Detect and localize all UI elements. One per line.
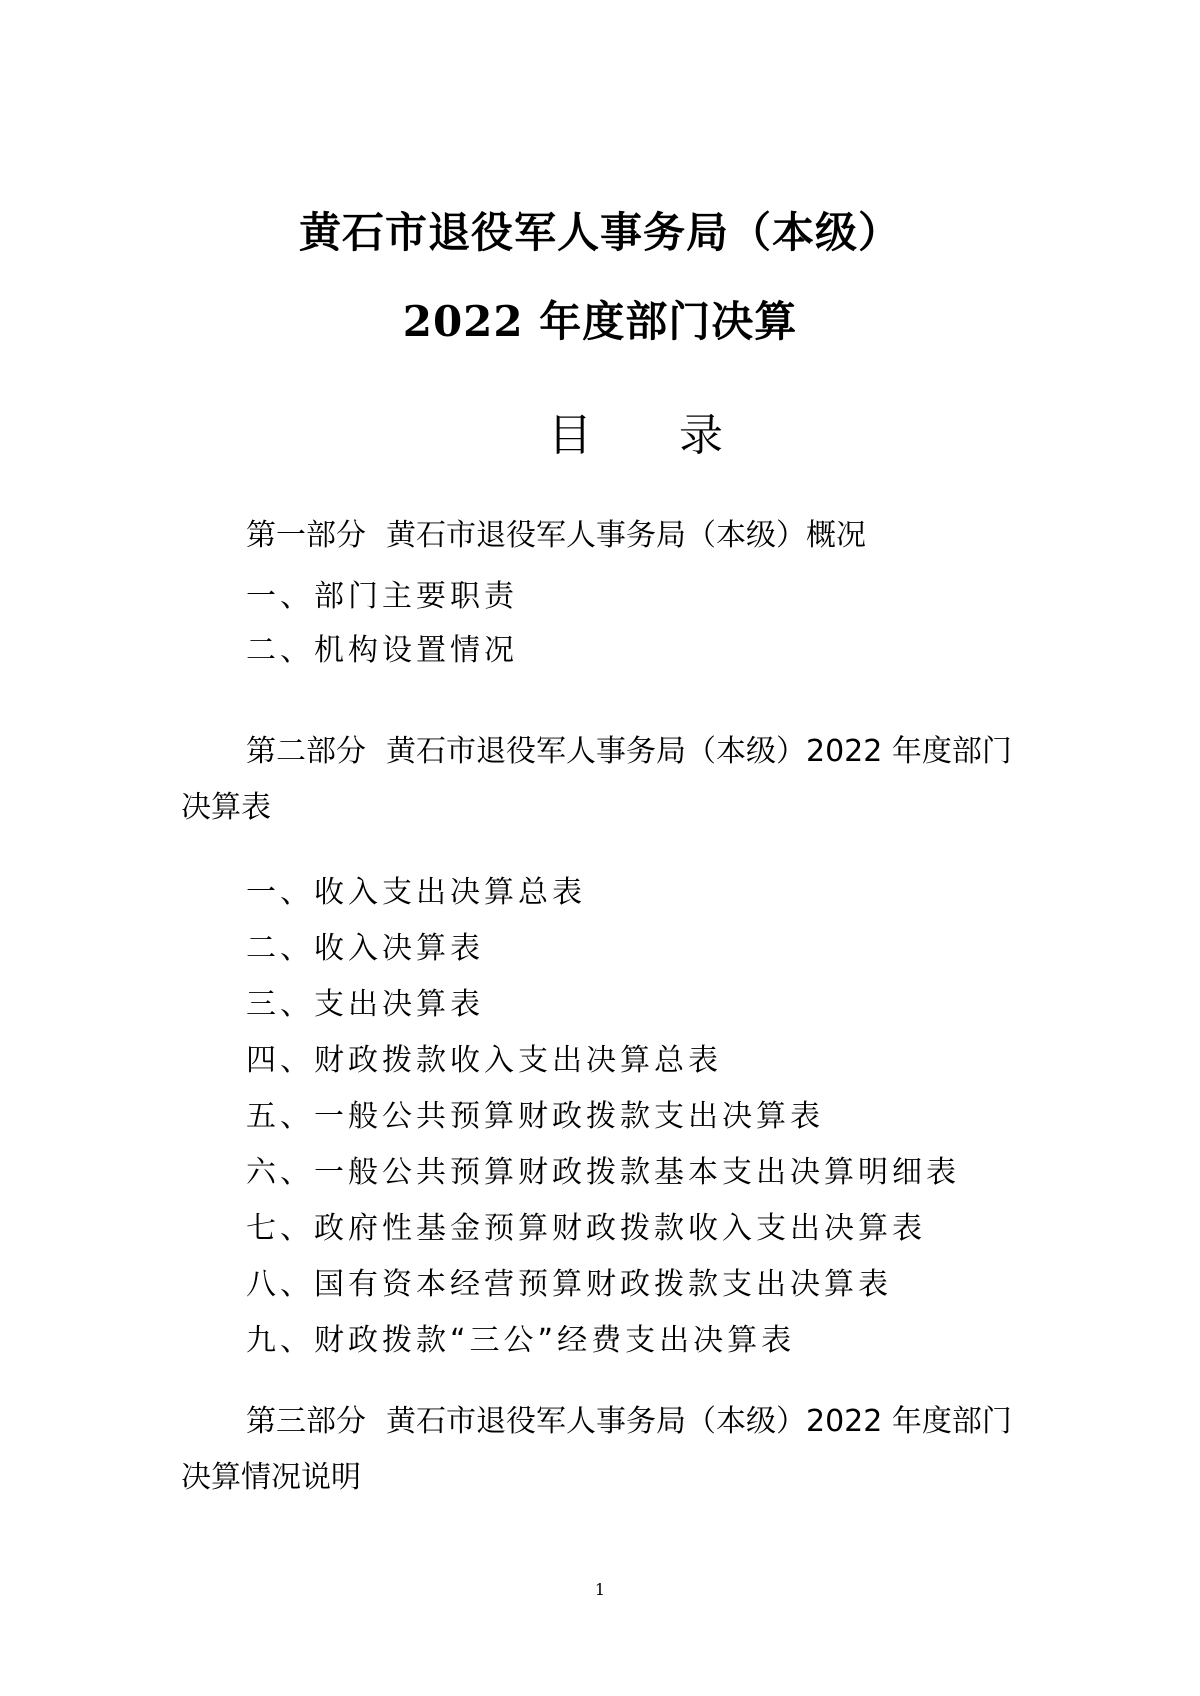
part-3-title: 黄石市退役军人事务局（本级）2022 年度部门决算情况说明: [181, 1404, 1012, 1495]
toc-heading-char-2: 录: [679, 410, 723, 461]
part-1-label: 第一部分: [246, 518, 366, 553]
toc-item-part2-6[interactable]: 六、一般公共预算财政拨款基本支出决算明细表: [246, 1155, 960, 1190]
part-2-title: 黄石市退役军人事务局（本级）2022 年度部门决算表: [181, 734, 1012, 825]
toc-item-part2-8[interactable]: 八、国有资本经营预算财政拨款支出决算表: [246, 1267, 892, 1302]
toc-item-part2-9[interactable]: 九、财政拨款“三公”经费支出决算表: [246, 1323, 796, 1358]
toc-item-part2-3[interactable]: 三、支出决算表: [246, 987, 484, 1022]
part-3-label: 第三部分: [246, 1404, 366, 1439]
toc-part-2[interactable]: [181, 724, 1031, 836]
document-title-line-1: 黄石市退役军人事务局（本级）: [298, 208, 901, 257]
toc-item-part2-7[interactable]: 七、政府性基金预算财政拨款收入支出决算表: [246, 1211, 926, 1246]
toc-item-part2-2[interactable]: 二、收入决算表: [246, 931, 484, 966]
toc-item-part1-1[interactable]: 一、部门主要职责: [246, 579, 518, 614]
toc-part-3[interactable]: [181, 1394, 1031, 1506]
toc-part-1[interactable]: [181, 508, 1031, 564]
toc-item-part2-4[interactable]: 四、财政拨款收入支出决算总表: [246, 1043, 722, 1078]
toc-item-part2-5[interactable]: 五、一般公共预算财政拨款支出决算表: [246, 1099, 824, 1134]
page-number: 1: [594, 1580, 606, 1599]
document-title-line-2: 2022 年度部门决算: [402, 297, 798, 346]
toc-item-part1-2[interactable]: 二、机构设置情况: [246, 633, 518, 668]
toc-item-part2-1[interactable]: 一、收入支出决算总表: [246, 875, 586, 910]
toc-heading-char-1: 目: [548, 410, 592, 461]
part-1-title: 黄石市退役军人事务局（本级）概况: [386, 518, 866, 553]
part-2-label: 第二部分: [246, 734, 366, 769]
